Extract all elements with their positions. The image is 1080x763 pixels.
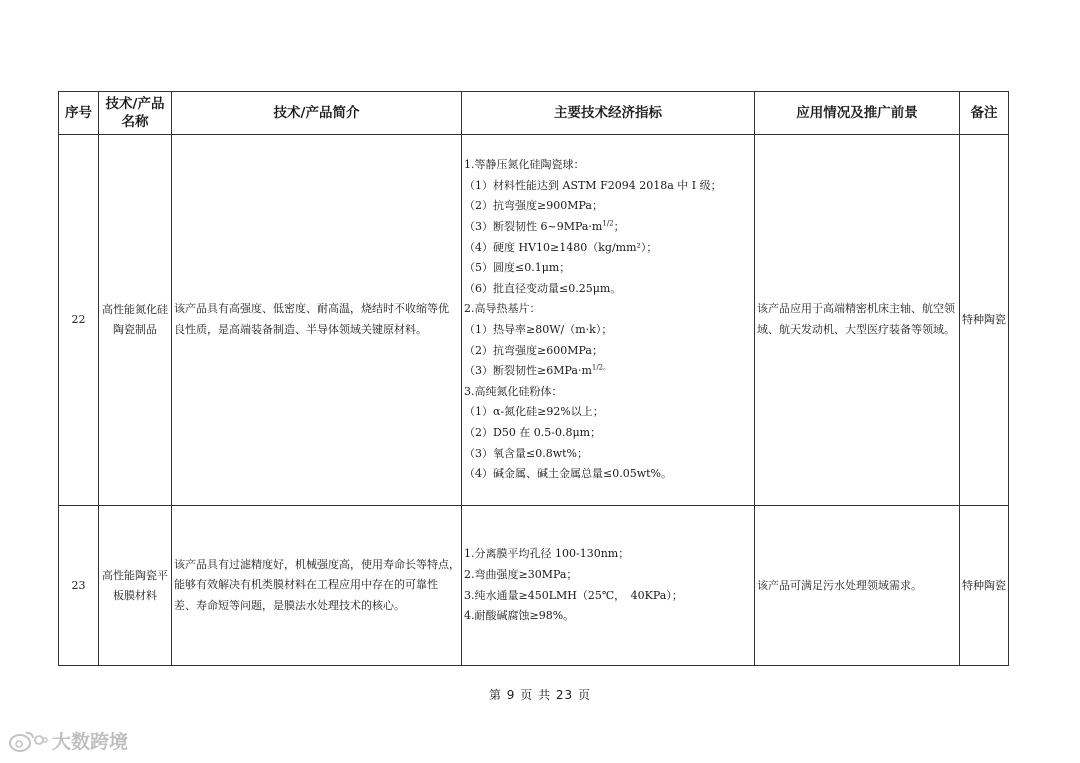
header-intro: 技术/产品简介 [172,92,462,135]
metric-line: 2.弯曲强度≥30MPa； [464,567,578,581]
table-row [59,135,1009,506]
footer-total-pages: 23 [555,688,574,702]
metric-text: （3）断裂韧性 6~9MPa·m [464,220,603,234]
metric-line: 1.分离膜平均孔径 100-130nm； [464,547,630,561]
header-serial: 序号 [59,92,99,135]
row-product-name-line2: 陶瓷制品 [113,323,157,336]
row-product-name-line2: 板膜材料 [113,588,157,602]
metric-text: ； [613,220,625,234]
metric-line: 2.高导热基片： [464,302,541,316]
metric-line: （4）硬度 HV10≥1480（kg/mm²）； [464,240,658,254]
row-metrics [462,506,755,666]
table-row [59,506,1009,666]
row-intro-line2: 能够有效解决有机类膜材料在工程应用中存在的可靠性 [174,578,438,592]
row-serial: 23 [59,506,99,666]
row-intro [172,135,462,506]
header-metrics: 主要技术经济指标 [462,92,755,135]
footer-prefix: 第 [488,688,502,702]
row-product-name-line1: 高性能氮化硅 [102,303,168,316]
watermark-text: 大数跨境 [52,731,129,753]
footer-suffix: 页 [578,688,592,702]
header-name-line1: 技术/产品 [105,96,165,112]
row-application: 该产品可满足污水处理领域需求。 [755,506,960,666]
metric-line: （2）抗弯强度≥600MPa； [464,343,603,357]
row-application-line1: 该产品应用于高端精密机床主轴、航空领 [757,302,955,316]
row-intro-line1: 该产品具有过滤精度好，机械强度高，使用寿命长等特点， [174,557,460,571]
metric-line [464,361,752,382]
metric-line: （2）抗弯强度≥900MPa； [464,199,603,213]
metric-line: 3.纯水通量≥450LMH（25℃， 40KPa）； [464,588,683,602]
row-product-name [99,506,172,666]
header-application: 应用情况及推广前景 [755,92,960,135]
indicator-table [58,91,1009,666]
row-note: 特种陶瓷 [960,135,1009,506]
metric-line: 3.高纯氮化硅粉体： [464,384,563,398]
row-product-name [99,135,172,506]
page-footer [0,686,1080,703]
metric-text: （3）断裂韧性≥6MPa·m [464,364,592,378]
footer-page-number: 9 [506,688,516,702]
metric-line: 1.等静压氮化硅陶瓷球： [464,158,585,172]
row-intro-line2: 良性质，是高端装备制造、半导体领域关键原材料。 [174,323,427,336]
table-header-row [59,92,1009,135]
metric-line: （4）碱金属、碱土金属总量≤0.05wt%。 [464,467,672,481]
footer-middle: 页 共 [520,688,552,702]
weibo-logo-icon [8,728,48,754]
row-note: 特种陶瓷 [960,506,1009,666]
metric-line: （3）氧含量≤0.8wt%； [464,446,588,460]
metric-line: （1）α-氮化硅≥92%以上； [464,405,604,419]
row-application [755,135,960,506]
row-product-name-line1: 高性能陶瓷平 [102,568,168,582]
header-name-line2: 名称 [121,114,149,130]
row-intro-line1: 该产品具有高强度、低密度、耐高温，烧结时不收缩等优 [174,302,449,316]
row-serial: 22 [59,135,99,506]
metric-line [464,217,752,238]
metric-line: （1）材料性能达到 ASTM F2094 2018a 中 I 级； [464,178,722,192]
metric-line: （2）D50 在 0.5-0.8μm； [464,425,602,439]
metric-line: （6）批直径变动量≤0.25μm。 [464,281,622,295]
row-intro [172,506,462,666]
metric-line: （5）圆度≤0.1μm； [464,261,571,275]
row-application-line2: 域、航天发动机、大型医疗装备等领域。 [757,323,955,336]
metric-line: 4.耐酸碱腐蚀≥98%。 [464,609,575,623]
metric-superscript: 1/2 [602,219,614,228]
header-note: 备注 [960,92,1009,135]
metric-superscript: 1/2。 [591,363,611,372]
row-intro-line3: 差、寿命短等问题，是膜法水处理技术的核心。 [174,598,405,612]
row-metrics [462,135,755,506]
watermark [8,727,128,754]
header-name [99,92,172,135]
metric-line: （1）热导率≥80W/（m·k）； [464,323,613,336]
